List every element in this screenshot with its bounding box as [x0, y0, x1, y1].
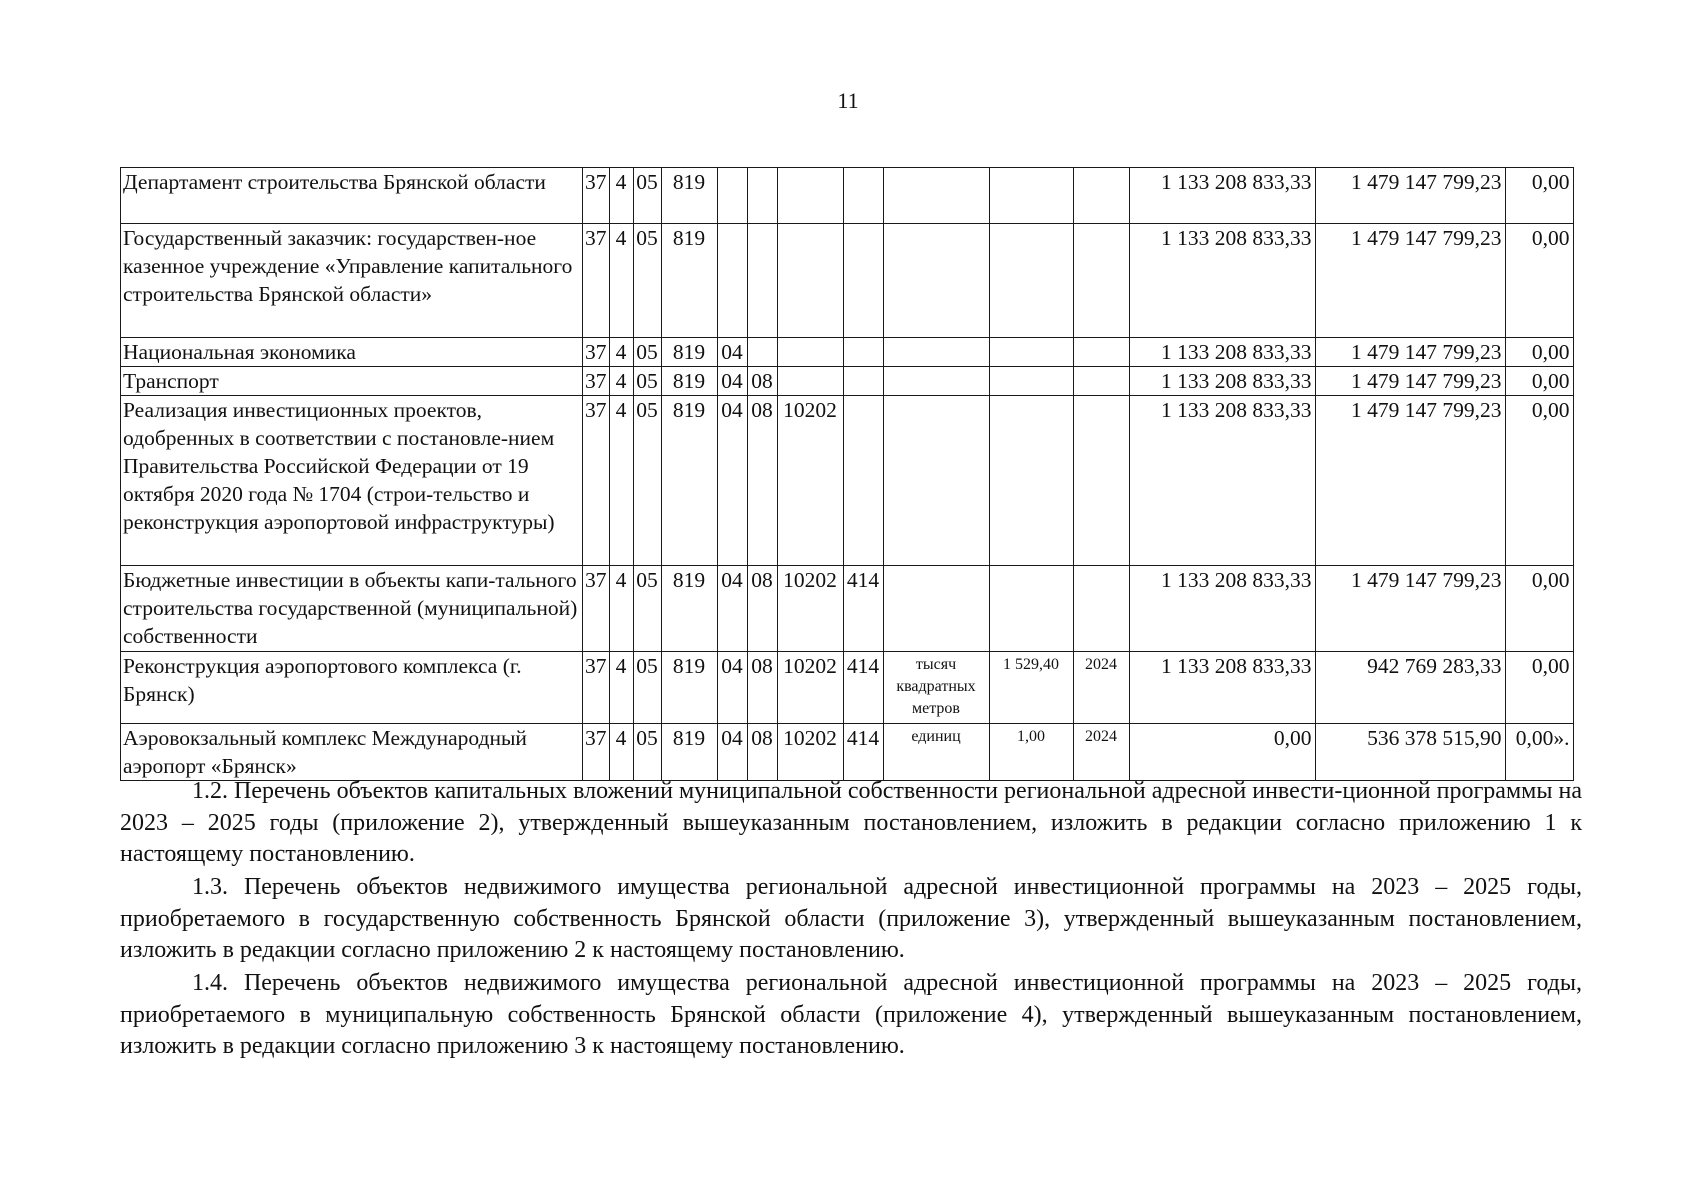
capacity-cell: 1,00 — [989, 724, 1073, 781]
code-cell — [777, 338, 843, 367]
amount-cell: 0,00 — [1505, 168, 1573, 224]
code-cell: 37 — [583, 724, 610, 781]
year-cell: 2024 — [1073, 652, 1129, 724]
code-cell — [717, 168, 747, 224]
capacity-cell — [989, 338, 1073, 367]
code-cell — [777, 224, 843, 338]
code-cell: 05 — [633, 396, 661, 566]
amount-cell: 0,00 — [1505, 367, 1573, 396]
code-cell: 05 — [633, 724, 661, 781]
amount-cell: 0,00 — [1129, 724, 1315, 781]
amount-cell: 1 133 208 833,33 — [1129, 367, 1315, 396]
table-row — [121, 168, 1574, 224]
amount-cell: 1 479 147 799,23 — [1315, 566, 1505, 652]
year-cell: 2024 — [1073, 724, 1129, 781]
code-cell: 04 — [717, 396, 747, 566]
paragraph-1-2: 1.2. Перечень объектов капитальных вложений муниципальной собственности региональной адресной инвести-ционной программы на 2023 – 2025 годы (приложение 2), утвержденный вышеуказанным постановлением, изложить в редакции согласно приложению 1 к настоящему постановлению. — [120, 778, 1582, 867]
budget-table — [120, 167, 1574, 781]
capacity-cell: 1 529,40 — [989, 652, 1073, 724]
table-row — [121, 566, 1574, 652]
code-cell: 04 — [717, 724, 747, 781]
code-cell: 08 — [747, 396, 777, 566]
amount-cell: 1 133 208 833,33 — [1129, 168, 1315, 224]
amount-cell: 942 769 283,33 — [1315, 652, 1505, 724]
row-name: Аэровокзальный комплекс Международный аэропорт «Брянск» — [121, 724, 583, 781]
code-cell: 08 — [747, 367, 777, 396]
code-cell: 04 — [717, 652, 747, 724]
row-name: Транспорт — [121, 367, 583, 396]
code-cell: 08 — [747, 566, 777, 652]
amount-cell: 0,00 — [1505, 396, 1573, 566]
code-cell: 10202 — [777, 566, 843, 652]
table-row — [121, 652, 1574, 724]
code-cell: 414 — [843, 652, 883, 724]
code-cell: 819 — [661, 168, 717, 224]
code-cell — [843, 367, 883, 396]
code-cell — [747, 338, 777, 367]
code-cell: 04 — [717, 338, 747, 367]
code-cell: 08 — [747, 724, 777, 781]
unit-cell — [883, 168, 989, 224]
code-cell: 10202 — [777, 724, 843, 781]
year-cell — [1073, 168, 1129, 224]
code-cell: 04 — [717, 566, 747, 652]
code-cell: 37 — [583, 566, 610, 652]
table-row — [121, 367, 1574, 396]
row-name: Реализация инвестиционных проектов, одобренных в соответствии с постановле-нием Правительства Российской Федерации от 19 октября 2020 года № 1704 (строи-тельство и реконструкция аэропортовой инфраструктуры) — [121, 396, 583, 566]
code-cell — [717, 224, 747, 338]
code-cell — [777, 367, 843, 396]
code-cell: 4 — [609, 367, 633, 396]
unit-cell: тысяч квадратных метров — [883, 652, 989, 724]
code-cell: 4 — [609, 652, 633, 724]
code-cell: 37 — [583, 396, 610, 566]
code-cell: 819 — [661, 224, 717, 338]
code-cell: 414 — [843, 724, 883, 781]
unit-cell: единиц — [883, 724, 989, 781]
code-cell: 819 — [661, 566, 717, 652]
table-row — [121, 396, 1574, 566]
code-cell: 4 — [609, 168, 633, 224]
amount-cell: 1 479 147 799,23 — [1315, 338, 1505, 367]
year-cell — [1073, 396, 1129, 566]
row-name: Департамент строительства Брянской области — [121, 168, 583, 224]
code-cell — [747, 168, 777, 224]
code-cell: 819 — [661, 724, 717, 781]
code-cell: 819 — [661, 396, 717, 566]
code-cell — [777, 168, 843, 224]
code-cell — [747, 224, 777, 338]
amount-cell: 0,00». — [1505, 724, 1573, 781]
amount-cell: 0,00 — [1505, 652, 1573, 724]
code-cell: 37 — [583, 168, 610, 224]
row-name: Бюджетные инвестиции в объекты капи-тального строительства государственной (муниципальной) собственности — [121, 566, 583, 652]
code-cell: 819 — [661, 367, 717, 396]
code-cell: 37 — [583, 652, 610, 724]
code-cell: 4 — [609, 566, 633, 652]
amount-cell: 1 479 147 799,23 — [1315, 396, 1505, 566]
amount-cell: 536 378 515,90 — [1315, 724, 1505, 781]
unit-cell — [883, 224, 989, 338]
year-cell — [1073, 224, 1129, 338]
amount-cell: 1 479 147 799,23 — [1315, 224, 1505, 338]
paragraph-1-3: 1.3. Перечень объектов недвижимого имущества региональной адресной инвестиционной программы на 2023 – 2025 годы, приобретаемого в государственную собственность Брянской области (приложение 3), утвержденный вышеуказанным постановлением, изложить в редакции согласно приложению 2 к настоящему постановлению. — [120, 874, 1582, 963]
code-cell: 4 — [609, 396, 633, 566]
amount-cell: 1 133 208 833,33 — [1129, 566, 1315, 652]
code-cell: 05 — [633, 566, 661, 652]
code-cell: 4 — [609, 224, 633, 338]
code-cell: 05 — [633, 224, 661, 338]
code-cell — [843, 224, 883, 338]
code-cell: 05 — [633, 168, 661, 224]
code-cell: 08 — [747, 652, 777, 724]
unit-cell — [883, 396, 989, 566]
amount-cell: 0,00 — [1505, 224, 1573, 338]
page-number: 11 — [837, 88, 859, 113]
amount-cell: 1 479 147 799,23 — [1315, 367, 1505, 396]
year-cell — [1073, 367, 1129, 396]
code-cell — [843, 338, 883, 367]
amount-cell: 1 133 208 833,33 — [1129, 338, 1315, 367]
table-row — [121, 338, 1574, 367]
amount-cell: 1 133 208 833,33 — [1129, 396, 1315, 566]
capacity-cell — [989, 396, 1073, 566]
table-row — [121, 224, 1574, 338]
code-cell: 37 — [583, 224, 610, 338]
code-cell: 37 — [583, 338, 610, 367]
unit-cell — [883, 566, 989, 652]
row-name: Реконструкция аэропортового комплекса (г. Брянск) — [121, 652, 583, 724]
code-cell: 819 — [661, 652, 717, 724]
code-cell: 414 — [843, 566, 883, 652]
table-row — [121, 724, 1574, 781]
amount-cell: 0,00 — [1505, 566, 1573, 652]
capacity-cell — [989, 224, 1073, 338]
amount-cell: 1 133 208 833,33 — [1129, 652, 1315, 724]
amount-cell: 0,00 — [1505, 338, 1573, 367]
row-name: Государственный заказчик: государствен-ное казенное учреждение «Управление капитального строительства Брянской области» — [121, 224, 583, 338]
code-cell — [843, 168, 883, 224]
code-cell: 05 — [633, 367, 661, 396]
code-cell: 05 — [633, 338, 661, 367]
code-cell: 4 — [609, 724, 633, 781]
amount-cell: 1 133 208 833,33 — [1129, 224, 1315, 338]
code-cell: 05 — [633, 652, 661, 724]
code-cell: 04 — [717, 367, 747, 396]
amount-cell: 1 479 147 799,23 — [1315, 168, 1505, 224]
unit-cell — [883, 367, 989, 396]
code-cell: 4 — [609, 338, 633, 367]
code-cell: 819 — [661, 338, 717, 367]
year-cell — [1073, 566, 1129, 652]
code-cell: 10202 — [777, 396, 843, 566]
code-cell: 10202 — [777, 652, 843, 724]
capacity-cell — [989, 168, 1073, 224]
year-cell — [1073, 338, 1129, 367]
row-name: Национальная экономика — [121, 338, 583, 367]
code-cell: 37 — [583, 367, 610, 396]
capacity-cell — [989, 367, 1073, 396]
capacity-cell — [989, 566, 1073, 652]
paragraph-1-4: 1.4. Перечень объектов недвижимого имущества региональной адресной инвестиционной программы на 2023 – 2025 годы, приобретаемого в муниципальную собственность Брянской области (приложение 4), утвержденный вышеуказанным постановлением, изложить в редакции согласно приложению 3 к настоящему постановлению. — [120, 970, 1582, 1059]
unit-cell — [883, 338, 989, 367]
code-cell — [843, 396, 883, 566]
